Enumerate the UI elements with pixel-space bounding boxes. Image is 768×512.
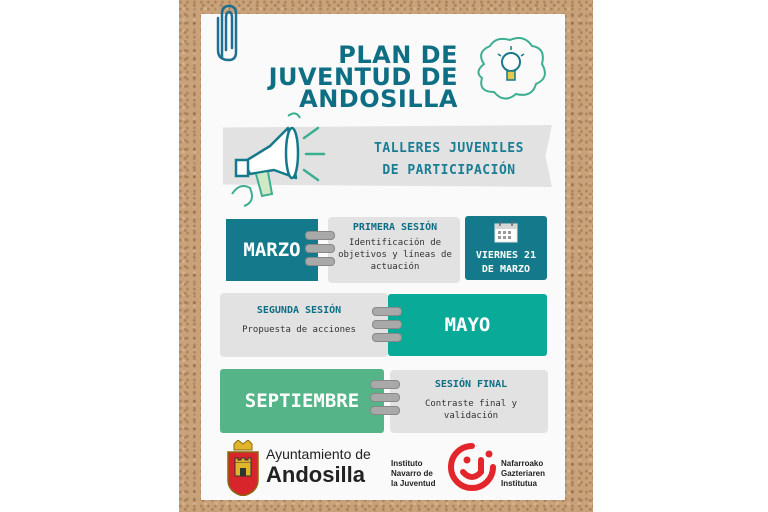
banner-line-2: DE PARTICIPACIÓN xyxy=(382,163,516,178)
session-3-desc-1: Contraste final y xyxy=(424,399,518,409)
page-title xyxy=(236,41,458,113)
session-1-date-2: DE MARZO xyxy=(481,264,531,275)
naf-line-1: Nafarroako xyxy=(501,459,544,468)
banner-line-1: TALLERES JUVENILES xyxy=(374,141,524,156)
naf-line-3: Institutua xyxy=(501,479,537,488)
session-1-heading: PRIMERA SESIÓN xyxy=(352,222,438,233)
binder-rings-2 xyxy=(372,307,402,346)
nafarroako-name xyxy=(501,459,563,489)
injuve-name xyxy=(391,459,449,489)
injuve-logo-icon xyxy=(447,442,497,492)
title-line-2: JUVENTUD DE xyxy=(268,63,458,91)
title-line-1: PLAN DE xyxy=(338,41,458,69)
town-council-name xyxy=(266,446,388,488)
ayto-line-1: Ayuntamiento de xyxy=(266,446,371,462)
session-1-desc-3: actuación xyxy=(370,262,420,272)
megaphone-icon xyxy=(226,108,330,210)
injuve-line-3: la Juventud xyxy=(391,479,436,488)
month-march: MARZO xyxy=(226,219,318,281)
session-2-text xyxy=(220,305,378,336)
session-3-heading: SESIÓN FINAL xyxy=(434,379,508,390)
session-1-desc-1: Identificación de xyxy=(348,238,442,248)
injuve-line-1: Instituto xyxy=(391,459,423,468)
session-2-desc-1: Propuesta de acciones xyxy=(242,325,356,335)
injuve-line-2: Navarro de xyxy=(391,469,433,478)
naf-line-2: Gazteriaren xyxy=(501,469,546,478)
banner-title xyxy=(346,138,552,182)
session-1-desc-2: objetivos y líneas de xyxy=(338,250,452,260)
coat-of-arms-icon xyxy=(224,440,262,496)
ayto-line-2: Andosilla xyxy=(266,462,366,487)
session-2-heading: SEGUNDA SESIÓN xyxy=(256,305,342,316)
title-line-3: ANDOSILLA xyxy=(299,85,458,113)
lightbulb-icon xyxy=(470,34,552,108)
month-september: SEPTIEMBRE xyxy=(220,369,384,433)
session-3-text xyxy=(396,379,546,422)
month-may: MAYO xyxy=(388,294,547,356)
session-1-text xyxy=(330,222,460,273)
session-3-desc-2: validación xyxy=(443,411,499,421)
session-1-date xyxy=(465,249,547,277)
calendar-icon xyxy=(494,221,518,243)
session-1-date-1: VIERNES 21 xyxy=(475,250,537,261)
